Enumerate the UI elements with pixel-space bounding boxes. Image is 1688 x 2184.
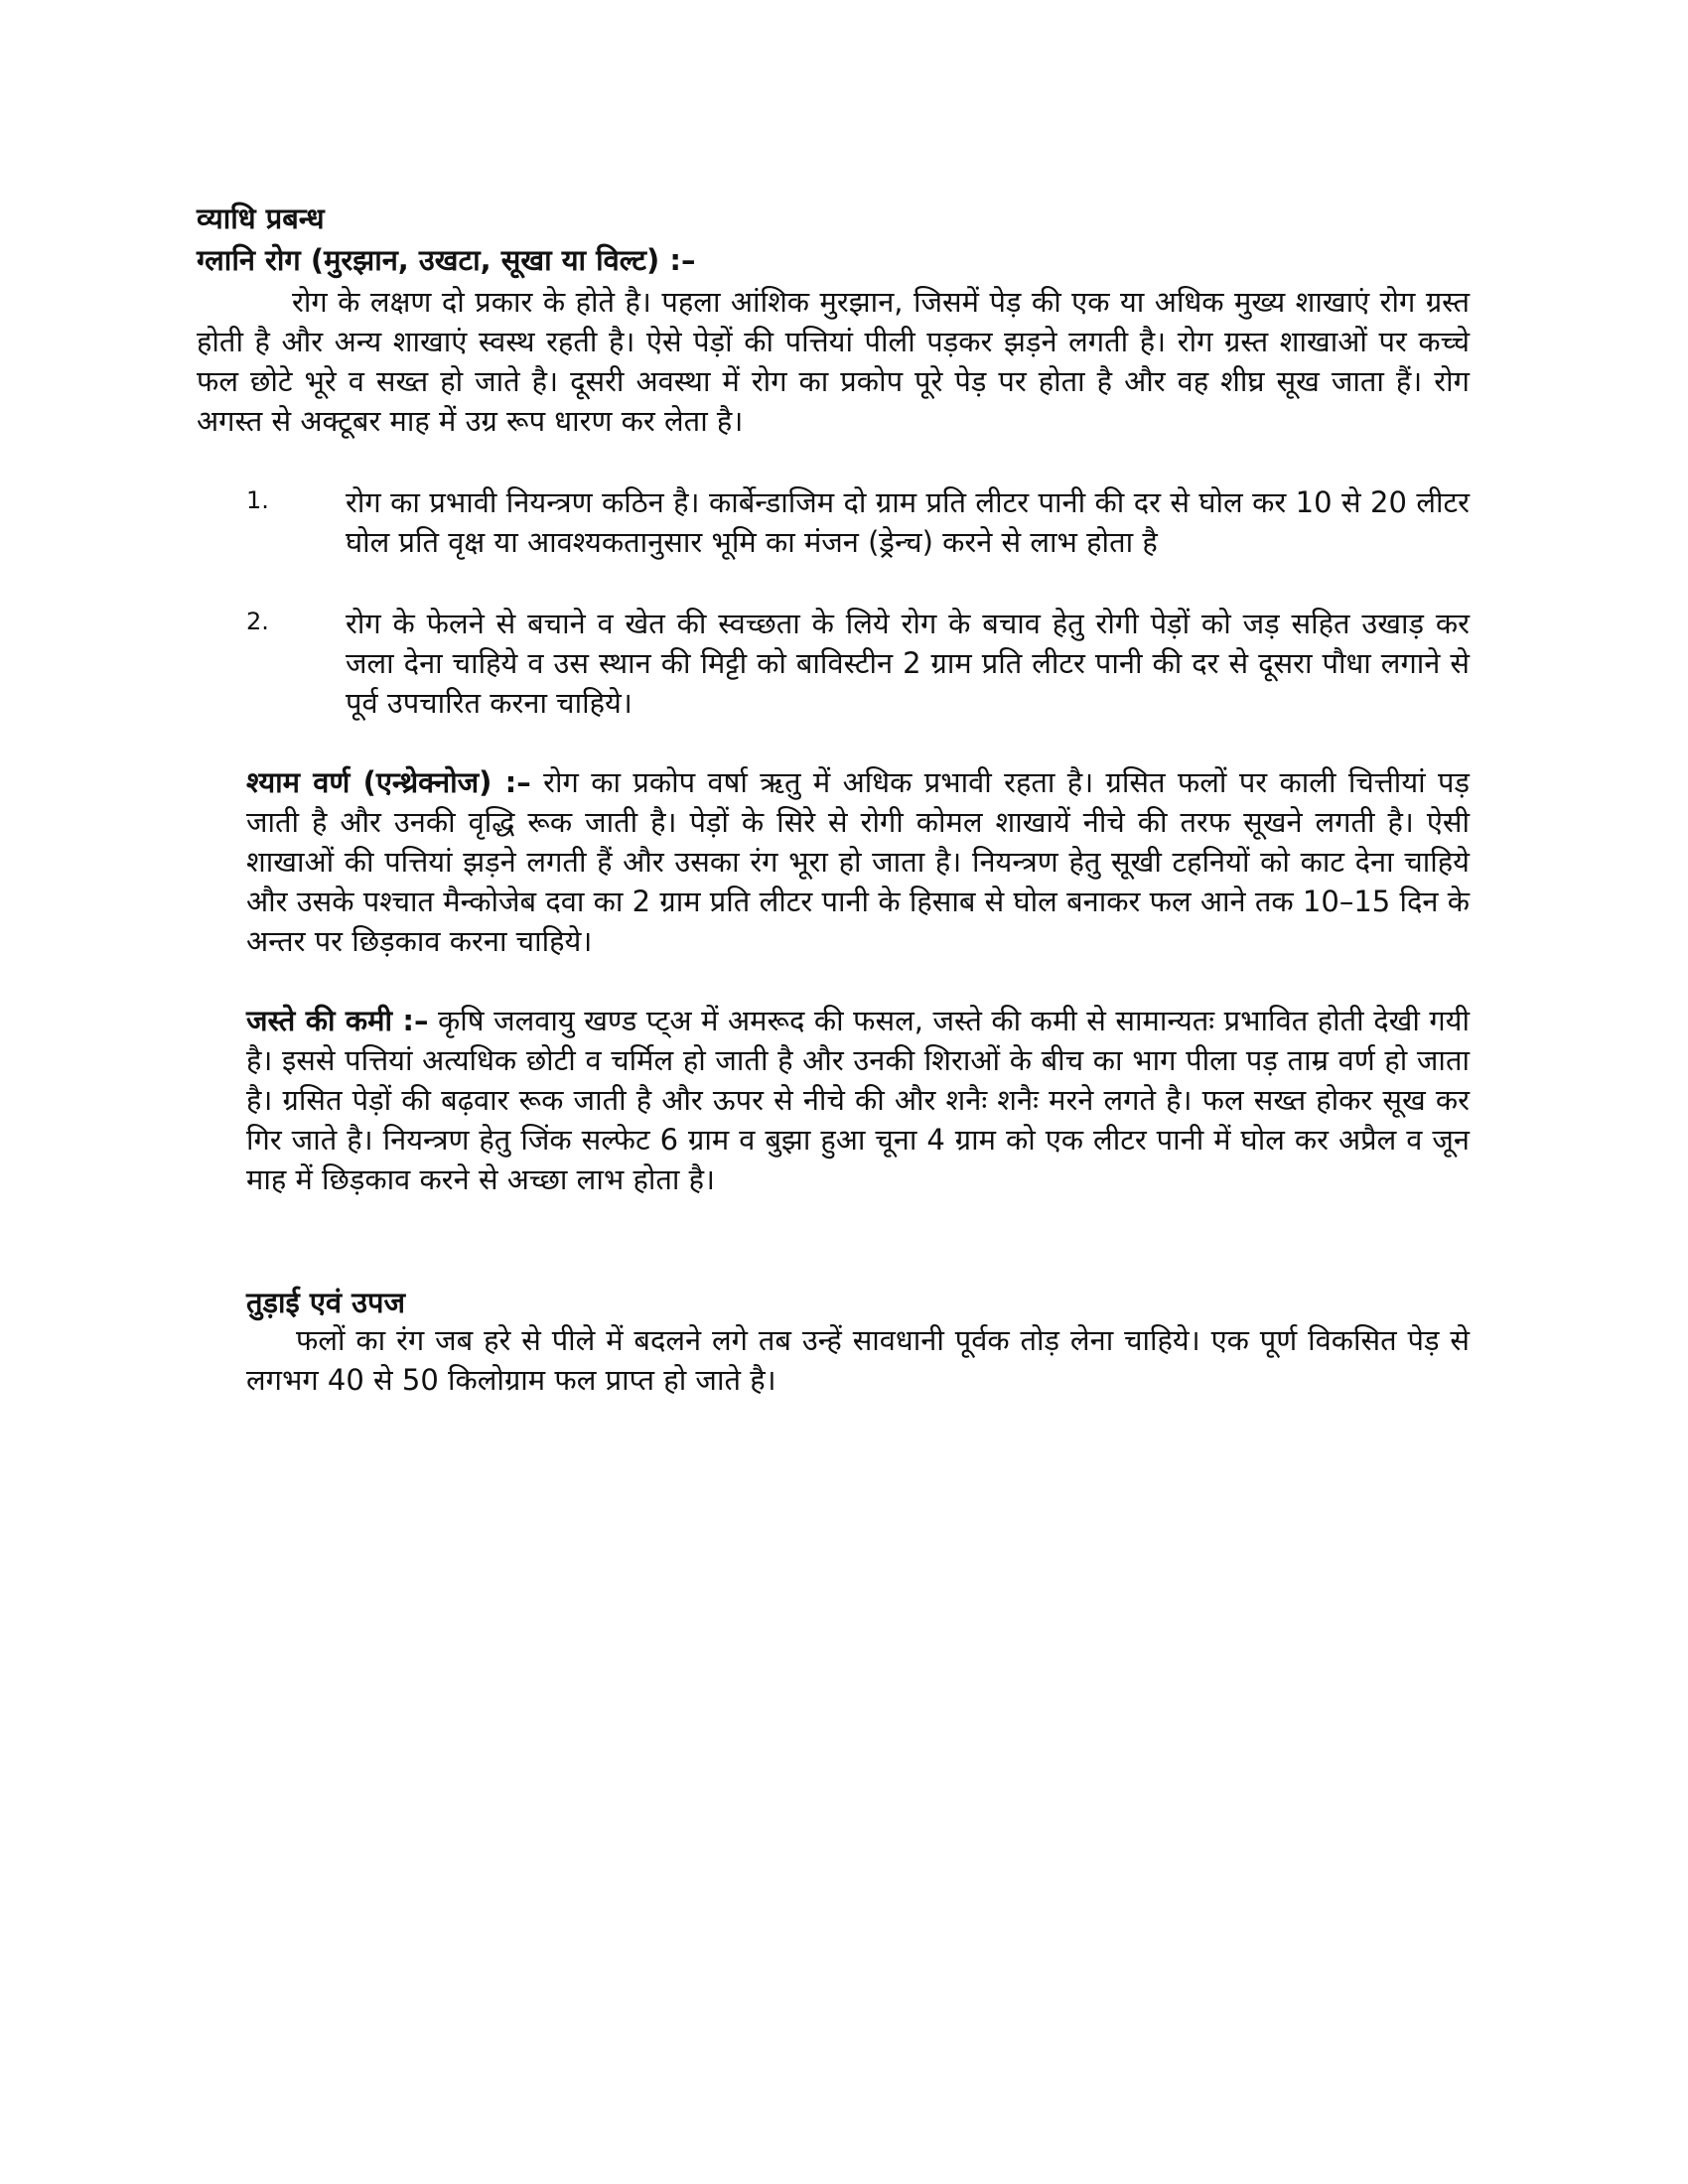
wilt-heading: ग्लानि रोग (मुरझान, उखटा, सूखा या विल्ट) :– xyxy=(197,243,696,277)
anthracnose-paragraph xyxy=(246,762,1470,961)
harvest-paragraph: फलों का रंग जब हरे से पीले में बदलने लगे तब उन्हें सावधानी पूर्वक तोड़ लेना चाहिये। एक पूर्ण विकसित पेड़ से लगभग 40 से 50 किलोग्राम फल प्राप्त हो जाते है। xyxy=(246,1323,1470,1397)
zinc-deficiency-paragraph xyxy=(246,1001,1470,1199)
wilt-list-item-1 xyxy=(246,482,1470,562)
zinc-deficiency-text: कृषि जलवायु खण्ड प्ट्अ में अमरूद की फसल, जस्ते की कमी से सामान्यतः प्रभावित होती देखी गयी है। इससे पत्तियां अत्यधिक छोटी व चर्मिल हो जाती है और उनकी शिराओं के बीच का भाग पीला पड़ ताम्र वर्ण हो जाता है। ग्रसित पेड़ों की बढ़वार रूक जाती है और ऊपर से नीचे की और शनैः शनैः मरने लगते है। फल सख्त होकर सूख कर गिर जाते है। नियन्त्रण हेतु जिंक सल्फेट 6 ग्राम व बुझा हुआ चूना 4 ग्राम को एक लीटर पानी में घोल कर अप्रैल व जून माह में छिड़काव करने से अच्छा लाभ होता है। xyxy=(246,1004,1470,1196)
list-item-text: रोग का प्रभावी नियन्त्रण कठिन है। कार्बेन्डाजिम दो ग्राम प्रति लीटर पानी की दर से घोल कर 10 से 20 लीटर घोल प्रति वृक्ष या आवश्यकतानुसार भूमि का मंजन (ड्रेन्च) करने से लाभ होता है xyxy=(346,485,1470,559)
wilt-list-item-2 xyxy=(246,604,1470,723)
section-title-disease-management: व्याधि प्रबन्ध xyxy=(197,202,325,235)
anthracnose-heading: श्याम वर्ण (एन्थ्रेक्नोज) :– xyxy=(246,765,531,799)
wilt-paragraph: रोग के लक्षण दो प्रकार के होते है। पहला आंशिक मुरझान, जिसमें पेड़ की एक या अधिक मुख्य शाखाएं रोग ग्रस्त होती है और अन्य शाखाएं स्वस्थ रहती है। ऐसे पेड़ों की पत्तियां पीली पड़कर झड़ने लगती है। रोग ग्रस्त शाखाओं पर कच्चे फल छोटे भूरे व सख्त हो जाते है। दूसरी अवस्था में रोग का प्रकोप पूरे पेड़ पर होता है और वह शीघ्र सूख जाता हैं। रोग अगस्त से अक्टूबर माह में उग्र रूप धारण कर लेता है। xyxy=(197,285,1470,438)
zinc-deficiency-heading: जस्ते की कमी :– xyxy=(246,1004,429,1037)
list-item-text: रोग के फेलने से बचाने व खेत की स्वच्छता के लिये रोग के बचाव हेतु रोगी पेड़ों को जड़ सहित उखाड़ कर जला देना चाहिये व उस स्थान की मिट्टी को बाविस्टीन 2 ग्राम प्रति लीटर पानी की दर से दूसरा पौधा लगाने से पूर्व उपचारित करना चाहिये। xyxy=(346,607,1470,720)
list-number: 2. xyxy=(246,608,269,635)
list-number: 1. xyxy=(246,486,269,514)
section-title-harvest: तुड़ाई एवं उपज xyxy=(246,1286,406,1319)
anthracnose-text: रोग का प्रकोप वर्षा ऋतु में अधिक प्रभावी रहता है। ग्रसित फलों पर काली चित्तीयां पड़ जाती है और उनकी वृद्धि रूक जाती है। पेड़ों के सिरे से रोगी कोमल शाखायें नीचे की तरफ सूखने लगती है। ऐसी शाखाओं की पत्तियां झड़ने लगती हैं और उसका रंग भूरा हो जाता है। नियन्त्रण हेतु सूखी टहनियों को काट देना चाहिये और उसके पश्चात मैन्कोजेब दवा का 2 ग्राम प्रति लीटर पानी के हिसाब से घोल बनाकर फल आने तक 10–15 दिन के अन्तर पर छिड़काव करना चाहिये। xyxy=(246,765,1470,958)
